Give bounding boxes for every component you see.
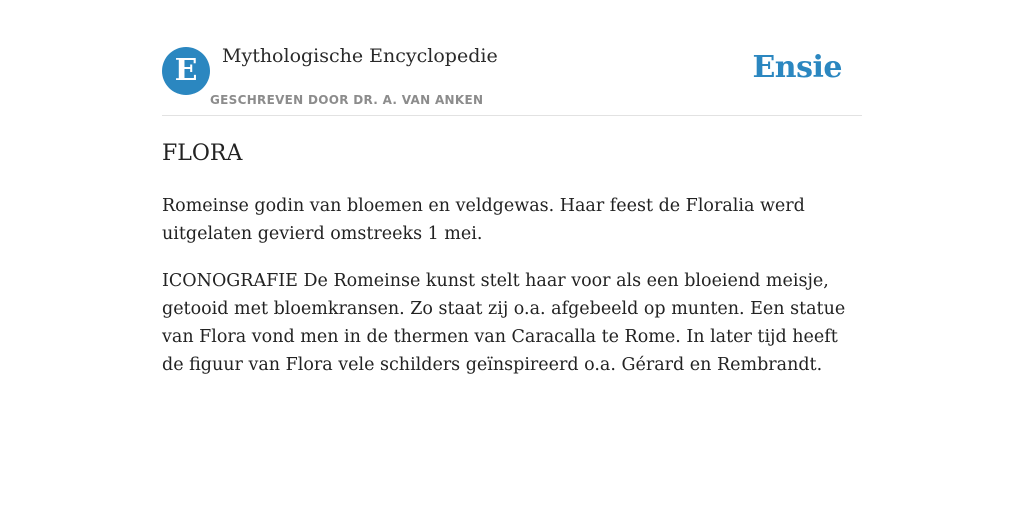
content-container	[162, 0, 862, 375]
entry-title: FLORA	[162, 141, 243, 166]
header	[162, 0, 862, 116]
site-title[interactable]: Mythologische Encyclopedie	[222, 45, 498, 67]
entry-paragraph-iconografie: ICONOGRAFIE De Romeinse kunst stelt haar voor als een bloeiend meisje, getooid met bloemkransen. Zo staat zij o.a. afgebeeld op munten. Een statue van Flora vond men in de thermen van Caracalla te Rome. In later tijd heeft de figuur van Flora vele schilders geïnspireerd o.a. Gérard en Rembrandt.	[162, 271, 846, 375]
entry-paragraph-definition: Romeinse godin van bloemen en veldgewas. Haar feest de Floralia werd uitgelaten gevierd omstreeks 1 mei.	[162, 196, 805, 244]
author-byline[interactable]: GESCHREVEN DOOR DR. A. VAN ANKEN	[210, 93, 484, 107]
ensie-brand-logo[interactable]: Ensie	[752, 50, 842, 85]
encyclopedie-logo-icon[interactable]: E	[162, 47, 210, 95]
